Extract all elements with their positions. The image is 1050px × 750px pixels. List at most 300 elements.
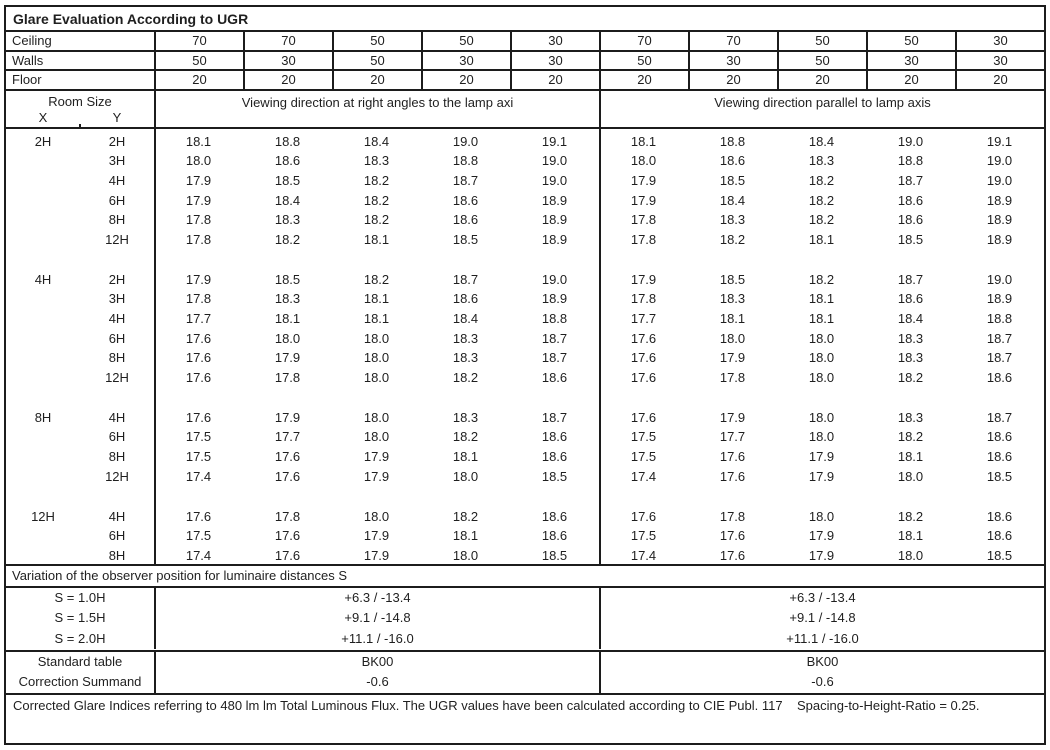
y-column-label: Y	[112, 109, 122, 125]
room-x-cell	[6, 546, 80, 566]
spacing-label: S = 1.0H	[54, 589, 106, 605]
ugr-value-cell: 18.0	[363, 350, 390, 366]
room-y-cell: 2H	[108, 133, 126, 149]
ugr-value-cell: 19.1	[986, 133, 1013, 149]
ugr-value-cell: 18.3	[719, 291, 746, 307]
ugr-value-cell: 17.5	[185, 449, 212, 465]
ugr-value-cell: 17.6	[274, 449, 301, 465]
ugr-value-cell: 18.7	[452, 172, 479, 188]
ugr-value-cell: 17.6	[274, 468, 301, 484]
room-x-cell	[6, 151, 80, 171]
surface-value-cell: 30	[421, 52, 510, 70]
variation-left-value: +11.1 / -16.0	[154, 629, 599, 650]
ugr-value-cell: 17.8	[274, 370, 301, 386]
xy-divider-tick	[79, 124, 81, 127]
table-row	[6, 507, 1044, 527]
ugr-value-cell: 17.6	[185, 330, 212, 346]
ugr-value-cell: 17.7	[274, 429, 301, 445]
ugr-value-cell: 18.6	[897, 212, 924, 228]
ugr-value-cell: 18.0	[363, 429, 390, 445]
room-y-cell: 6H	[108, 330, 126, 346]
ugr-value-cell: 18.3	[897, 330, 924, 346]
ugr-value-cell: 18.1	[630, 133, 657, 149]
ugr-value-cell: 18.6	[986, 429, 1013, 445]
ugr-value-cell: 18.4	[363, 133, 390, 149]
ugr-value-cell: 18.6	[541, 508, 568, 524]
ugr-value-cell: 18.2	[719, 231, 746, 247]
ugr-value-cell: 18.6	[541, 370, 568, 386]
room-y-cell: 8H	[108, 449, 126, 465]
surface-value-cell: 30	[955, 52, 1044, 70]
ugr-value-cell: 18.0	[897, 468, 924, 484]
surface-value-cell: 50	[332, 32, 421, 50]
room-x-cell	[6, 210, 80, 230]
surface-value-cell: 70	[599, 32, 688, 50]
ugr-value-cell: 18.1	[808, 311, 835, 326]
ugr-value-cell: 17.7	[185, 311, 212, 326]
ugr-value-cell: 18.8	[897, 153, 924, 169]
ugr-value-cell: 17.9	[808, 468, 835, 484]
room-size-label: Room Size	[48, 93, 112, 109]
group-rows	[6, 507, 1044, 566]
ugr-value-cell: 18.1	[363, 231, 390, 247]
ugr-value-cell: 17.8	[274, 508, 301, 524]
table-row	[6, 270, 1044, 290]
ugr-value-cell: 18.5	[274, 172, 301, 188]
ugr-value-cell: 18.7	[986, 330, 1013, 346]
room-x-cell: 12H	[31, 508, 55, 524]
ugr-value-cell: 18.2	[897, 508, 924, 524]
ugr-value-cell: 18.6	[897, 291, 924, 307]
ugr-value-cell: 18.0	[363, 370, 390, 386]
surface-value-cell: 20	[599, 71, 688, 89]
ugr-value-cell: 17.9	[363, 468, 390, 484]
variation-left-value: +9.1 / -14.8	[154, 608, 599, 629]
ugr-value-cell: 18.3	[274, 212, 301, 228]
ugr-value-cell: 18.6	[541, 449, 568, 465]
summary-left-value: -0.6	[154, 672, 599, 693]
ugr-value-cell: 18.7	[986, 350, 1013, 366]
surface-value-cell: 20	[866, 71, 955, 89]
surface-value-cell: 20	[777, 71, 866, 89]
table-row	[6, 32, 1044, 52]
ugr-value-cell: 18.6	[986, 449, 1013, 465]
ugr-value-cell: 18.6	[274, 153, 301, 169]
room-y-cell: 12H	[105, 231, 129, 247]
room-y-cell: 8H	[108, 212, 126, 228]
room-x-cell	[6, 171, 80, 191]
ugr-value-cell: 18.6	[897, 192, 924, 208]
ugr-value-cell: 19.0	[986, 271, 1013, 287]
ugr-value-cell: 17.9	[630, 192, 657, 208]
ugr-value-cell: 18.1	[808, 291, 835, 307]
ugr-value-cell: 18.8	[452, 153, 479, 169]
room-x-cell	[6, 427, 80, 447]
summary-right-value: -0.6	[599, 672, 1044, 693]
table-row	[6, 368, 1044, 388]
table-row	[6, 588, 1044, 609]
ugr-value-cell: 17.8	[719, 370, 746, 386]
table-row	[6, 546, 1044, 566]
ugr-value-cell: 17.9	[363, 449, 390, 465]
group-rows	[6, 270, 1044, 388]
ugr-value-cell: 17.4	[630, 547, 657, 563]
ugr-value-cell: 18.0	[897, 547, 924, 563]
ugr-value-cell: 17.5	[185, 528, 212, 544]
table-row	[6, 171, 1044, 191]
ugr-value-cell: 17.9	[363, 528, 390, 544]
surface-value-cell: 70	[688, 32, 777, 50]
room-x-cell	[6, 309, 80, 329]
ugr-value-cell: 18.2	[274, 231, 301, 247]
ugr-value-cell: 19.0	[986, 172, 1013, 188]
observer-variation-section	[6, 588, 1044, 652]
room-y-cell: 3H	[108, 153, 126, 169]
ugr-value-cell: 18.1	[274, 311, 301, 326]
ugr-value-cell: 18.6	[541, 528, 568, 544]
ugr-value-cell: 17.7	[719, 429, 746, 445]
ugr-value-cell: 18.0	[185, 153, 212, 169]
table-row	[6, 329, 1044, 349]
table-row	[6, 447, 1044, 467]
ugr-value-cell: 17.6	[719, 468, 746, 484]
ugr-value-cell: 18.3	[719, 212, 746, 228]
ugr-value-cell: 17.6	[185, 508, 212, 524]
left-viewing-direction-heading: Viewing direction at right angles to the lamp axi	[154, 91, 599, 127]
ugr-value-cell: 18.0	[808, 409, 835, 425]
ugr-value-cell: 17.4	[185, 468, 212, 484]
surface-value-cell: 50	[421, 32, 510, 50]
group-rows	[6, 408, 1044, 487]
ugr-value-cell: 18.2	[363, 192, 390, 208]
surface-value-cell: 30	[866, 52, 955, 70]
room-x-cell	[6, 191, 80, 211]
table-row	[6, 467, 1044, 487]
table-row	[6, 210, 1044, 230]
ugr-value-cell: 18.8	[274, 133, 301, 149]
ugr-value-cell: 17.6	[630, 370, 657, 386]
ugr-value-cell: 18.6	[452, 212, 479, 228]
ugr-value-cell: 18.0	[808, 508, 835, 524]
surface-value-cell: 30	[955, 32, 1044, 50]
ugr-value-cell: 18.9	[986, 291, 1013, 307]
ugr-value-cell: 17.9	[274, 350, 301, 366]
ugr-value-cell: 18.2	[452, 370, 479, 386]
ugr-value-cell: 17.8	[185, 212, 212, 228]
ugr-value-cell: 18.6	[452, 192, 479, 208]
ugr-value-cell: 17.6	[630, 350, 657, 366]
ugr-value-cell: 18.0	[363, 330, 390, 346]
surface-value-cells	[154, 32, 1044, 50]
room-y-cell: 2H	[108, 271, 126, 287]
table-row	[6, 151, 1044, 171]
ugr-value-cell: 18.4	[719, 192, 746, 208]
ugr-value-cell: 17.6	[274, 547, 301, 563]
ugr-value-cell: 18.1	[363, 311, 390, 326]
room-y-cell: 3H	[108, 291, 126, 307]
table-row	[6, 348, 1044, 368]
room-x-cell: 4H	[34, 271, 52, 287]
ugr-value-cell: 17.8	[630, 231, 657, 247]
ugr-value-cell: 18.0	[808, 370, 835, 386]
room-y-cell: 6H	[108, 429, 126, 445]
ugr-value-cell: 17.9	[719, 350, 746, 366]
room-y-cell: 8H	[108, 350, 126, 366]
ugr-value-cell: 18.5	[986, 468, 1013, 484]
ugr-value-cell: 17.5	[630, 449, 657, 465]
surface-value-cell: 50	[777, 32, 866, 50]
spacing-label: S = 1.5H	[54, 610, 106, 626]
footer-note: Corrected Glare Indices referring to 480 lm lm Total Luminous Flux. The UGR values have been calculated according to CIE Publ. 117 Spacing-to-Height-Ratio = 0.25.	[13, 697, 980, 713]
ugr-value-cell: 17.6	[185, 370, 212, 386]
table-row	[6, 652, 1044, 673]
surface-value-cell: 20	[688, 71, 777, 89]
room-size-group	[6, 270, 1044, 388]
ugr-value-cell: 17.8	[185, 231, 212, 247]
ugr-value-cell: 18.6	[452, 291, 479, 307]
surface-value-cells	[154, 71, 1044, 89]
ugr-value-cell: 18.2	[808, 192, 835, 208]
surface-row-label: Floor	[12, 72, 42, 87]
ugr-value-cell: 18.5	[719, 271, 746, 287]
variation-right-value: +6.3 / -13.4	[599, 588, 1044, 609]
ugr-value-cell: 18.4	[808, 133, 835, 149]
ugr-value-cell: 18.3	[897, 350, 924, 366]
surface-value-cell: 70	[243, 32, 332, 50]
right-viewing-direction-heading: Viewing direction parallel to lamp axis	[599, 91, 1044, 127]
ugr-value-cell: 18.5	[541, 547, 568, 563]
table-row	[6, 526, 1044, 546]
room-y-cell: 6H	[108, 528, 126, 544]
ugr-value-cell: 18.6	[986, 370, 1013, 386]
room-y-cell: 12H	[105, 468, 129, 484]
table-row	[6, 52, 1044, 72]
table-row	[6, 191, 1044, 211]
ugr-value-cell: 17.6	[630, 409, 657, 425]
room-x-cell: 2H	[34, 133, 52, 149]
ugr-value-cell: 18.4	[274, 192, 301, 208]
ugr-value-cell: 18.3	[452, 350, 479, 366]
page-title: Glare Evaluation According to UGR	[6, 7, 1044, 32]
ugr-value-cell: 18.0	[630, 153, 657, 169]
ugr-value-cell: 19.0	[897, 133, 924, 149]
ugr-value-cell: 18.7	[897, 271, 924, 287]
ugr-value-cell: 17.4	[185, 547, 212, 563]
table-row	[6, 289, 1044, 309]
ugr-value-cell: 18.2	[363, 271, 390, 287]
x-column-label: X	[38, 109, 48, 125]
ugr-value-cell: 17.8	[630, 291, 657, 307]
ugr-value-cell: 18.5	[541, 468, 568, 484]
room-y-cell: 4H	[108, 508, 126, 524]
ugr-value-cell: 18.0	[363, 508, 390, 524]
ugr-value-cell: 18.1	[897, 528, 924, 544]
ugr-value-cell: 18.6	[986, 508, 1013, 524]
table-row	[6, 608, 1044, 629]
ugr-value-cell: 17.4	[630, 468, 657, 484]
room-y-cell: 4H	[108, 311, 126, 326]
summary-right-value: BK00	[599, 652, 1044, 673]
ugr-value-cell: 18.4	[897, 311, 924, 326]
ugr-value-cell: 17.7	[630, 311, 657, 326]
surface-value-cell: 20	[243, 71, 332, 89]
ugr-value-cell: 18.0	[808, 429, 835, 445]
surface-value-cell: 50	[154, 52, 243, 70]
ugr-value-cell: 18.7	[541, 409, 568, 425]
ugr-value-cell: 17.6	[719, 449, 746, 465]
surface-value-cell: 20	[421, 71, 510, 89]
ugr-value-cell: 18.2	[808, 271, 835, 287]
ugr-value-cell: 18.3	[274, 291, 301, 307]
ugr-value-cell: 18.1	[185, 133, 212, 149]
ugr-value-cell: 17.8	[719, 508, 746, 524]
room-size-group	[6, 408, 1044, 487]
ugr-value-cell: 17.9	[185, 271, 212, 287]
surface-value-cell: 30	[510, 32, 599, 50]
ugr-value-cell: 18.0	[452, 547, 479, 563]
ugr-value-cell: 19.0	[541, 153, 568, 169]
ugr-value-cell: 18.7	[541, 330, 568, 346]
room-y-cell: 4H	[108, 172, 126, 188]
ugr-value-cell: 18.6	[719, 153, 746, 169]
variation-left-value: +6.3 / -13.4	[154, 588, 599, 609]
ugr-value-cell: 17.9	[363, 547, 390, 563]
variation-right-value: +11.1 / -16.0	[599, 629, 1044, 650]
ugr-value-cell: 18.1	[452, 528, 479, 544]
ugr-value-cell: 18.9	[541, 231, 568, 247]
surface-value-cell: 30	[688, 52, 777, 70]
variation-right-value: +9.1 / -14.8	[599, 608, 1044, 629]
surface-value-cell: 70	[154, 32, 243, 50]
room-size-divider-line	[154, 129, 156, 564]
ugr-value-cell: 17.6	[185, 350, 212, 366]
room-x-cell	[6, 368, 80, 388]
ugr-value-cell: 18.9	[986, 231, 1013, 247]
room-size-group	[6, 132, 1044, 250]
ugr-groups	[6, 132, 1044, 566]
ugr-value-cell: 18.1	[897, 449, 924, 465]
ugr-value-cell: 19.0	[986, 153, 1013, 169]
surface-value-cell: 30	[243, 52, 332, 70]
ugr-value-cell: 18.3	[808, 153, 835, 169]
room-size-header	[6, 91, 154, 127]
ugr-value-cell: 18.3	[452, 409, 479, 425]
surface-value-cell: 20	[510, 71, 599, 89]
ugr-value-cell: 17.6	[185, 409, 212, 425]
group-rows	[6, 132, 1044, 250]
ugr-value-cell: 18.1	[363, 291, 390, 307]
surface-value-cell: 30	[510, 52, 599, 70]
ugr-value-cell: 18.7	[541, 350, 568, 366]
ugr-value-cell: 18.0	[808, 330, 835, 346]
table-row	[6, 427, 1044, 447]
surface-value-cell: 20	[332, 71, 421, 89]
ugr-value-cell: 18.5	[897, 231, 924, 247]
ugr-value-cell: 18.3	[363, 153, 390, 169]
ugr-value-cell: 17.6	[630, 330, 657, 346]
ugr-value-cell: 19.0	[452, 133, 479, 149]
ugr-value-cell: 17.8	[630, 212, 657, 228]
ugr-value-cell: 18.8	[541, 311, 568, 326]
ugr-value-cell: 18.0	[363, 409, 390, 425]
ugr-value-cell: 18.7	[986, 409, 1013, 425]
ugr-value-cell: 18.9	[541, 192, 568, 208]
surface-value-cell: 20	[955, 71, 1044, 89]
ugr-value-cell: 17.6	[719, 528, 746, 544]
ugr-value-cell: 18.2	[363, 212, 390, 228]
ugr-table-body	[6, 129, 1044, 566]
ugr-value-cell: 18.3	[897, 409, 924, 425]
surface-row-label: Walls	[12, 52, 44, 68]
summary-label: Standard table	[37, 653, 123, 669]
room-x-cell	[6, 348, 80, 368]
room-x-cell	[6, 447, 80, 467]
middle-divider-line	[599, 129, 601, 564]
room-size-group	[6, 507, 1044, 566]
summary-label: Correction Summand	[18, 674, 142, 689]
spacing-label: S = 2.0H	[54, 630, 106, 646]
ugr-value-cell: 18.2	[452, 508, 479, 524]
ugr-value-cell: 18.2	[363, 172, 390, 188]
ugr-value-cell: 18.9	[986, 192, 1013, 208]
ugr-value-cell: 17.6	[274, 528, 301, 544]
ugr-value-cell: 18.5	[719, 172, 746, 188]
datasheet-border-box	[4, 5, 1046, 745]
ugr-value-cell: 18.1	[452, 449, 479, 465]
ugr-value-cell: 18.1	[719, 311, 746, 326]
room-y-cell: 6H	[108, 192, 126, 208]
ugr-value-cell: 19.1	[541, 133, 568, 149]
table-row	[6, 230, 1044, 250]
ugr-value-cell: 17.9	[808, 528, 835, 544]
surface-reflectance-section	[6, 32, 1044, 91]
surface-value-cell: 50	[777, 52, 866, 70]
table-row	[6, 629, 1044, 650]
ugr-value-cell: 18.8	[719, 133, 746, 149]
ugr-value-cell: 18.4	[452, 311, 479, 326]
ugr-value-cell: 17.9	[630, 172, 657, 188]
room-x-cell	[6, 329, 80, 349]
ugr-value-cell: 18.2	[808, 172, 835, 188]
ugr-value-cell: 18.1	[808, 231, 835, 247]
ugr-value-cell: 18.6	[541, 429, 568, 445]
table-row	[6, 408, 1044, 428]
room-x-cell	[6, 230, 80, 250]
ugr-value-cell: 18.2	[897, 370, 924, 386]
room-x-cell	[6, 526, 80, 546]
room-x-cell	[6, 289, 80, 309]
ugr-value-cell: 17.9	[185, 172, 212, 188]
room-x-cell: 8H	[34, 409, 52, 425]
room-y-cell: 8H	[108, 547, 126, 563]
ugr-value-cell: 18.5	[986, 547, 1013, 563]
ugr-value-cell: 18.2	[897, 429, 924, 445]
ugr-value-cell: 17.5	[185, 429, 212, 445]
surface-value-cell: 50	[866, 32, 955, 50]
ugr-value-cell: 18.2	[808, 212, 835, 228]
ugr-value-cell: 17.6	[630, 508, 657, 524]
ugr-value-cell: 18.6	[986, 528, 1013, 544]
ugr-value-cell: 17.9	[185, 192, 212, 208]
ugr-value-cell: 18.5	[274, 271, 301, 287]
room-y-cell: 12H	[105, 370, 129, 386]
ugr-value-cell: 18.9	[986, 212, 1013, 228]
ugr-value-cell: 18.3	[452, 330, 479, 346]
ugr-value-cell: 17.5	[630, 429, 657, 445]
ugr-value-cell: 18.0	[719, 330, 746, 346]
ugr-value-cell: 17.9	[274, 409, 301, 425]
variation-heading: Variation of the observer position for luminaire distances S	[6, 566, 1044, 588]
